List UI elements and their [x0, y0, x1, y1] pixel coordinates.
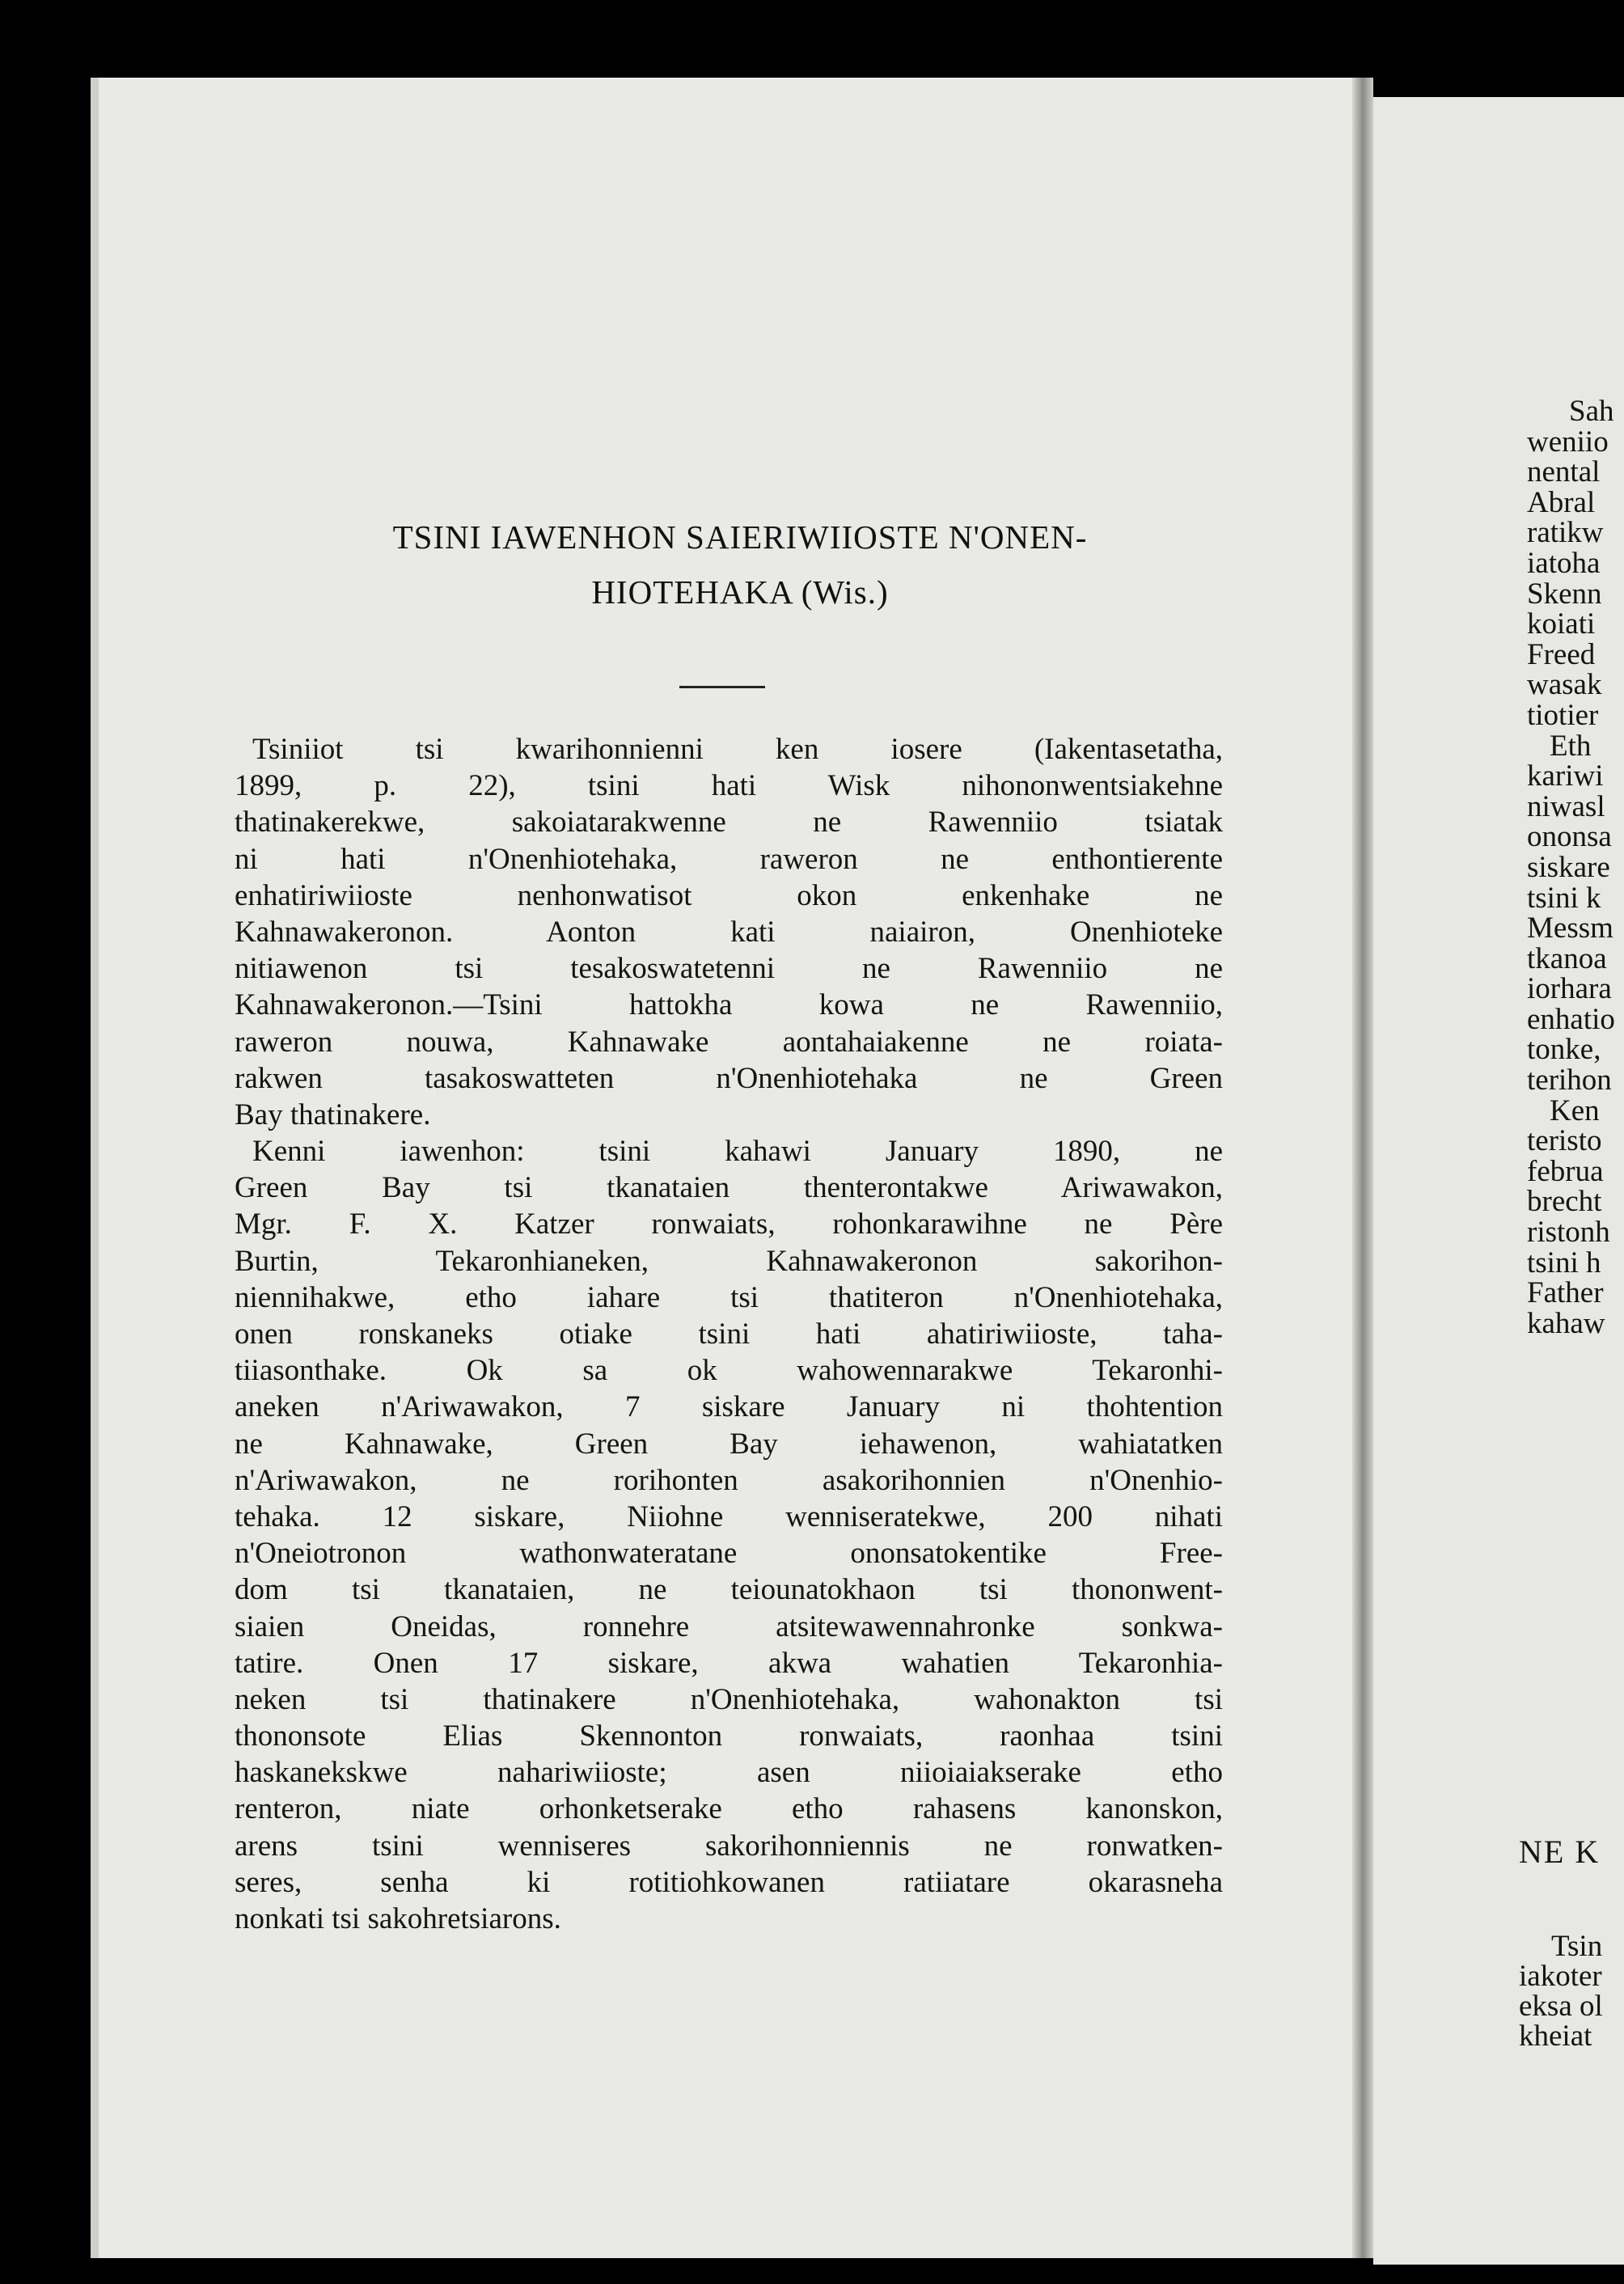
text-line: niennihakwe, etho iahare tsi thatiteron n'Onenhiotehaka,: [235, 1280, 1223, 1314]
right-text-line: terihon: [1527, 1064, 1612, 1098]
right-text-line: Father: [1527, 1276, 1604, 1310]
body-text: [235, 731, 1223, 1937]
right-text-line: Abral: [1527, 485, 1596, 519]
text-line: arens tsini wenniseres sakorihonniennis ne ronwatken-: [235, 1829, 1223, 1863]
text-line: enhatiriwiioste nenhonwatisot okon enkenhake ne: [235, 878, 1223, 912]
right-text-line: Eth: [1550, 729, 1592, 763]
text-line: ne Kahnawake, Green Bay iehawenon, wahiatatken: [235, 1427, 1223, 1461]
right-page-text-fragment: [1527, 396, 1624, 1339]
right-text-line: februa: [1527, 1154, 1604, 1188]
right-text-line: Freed: [1527, 637, 1596, 671]
chapter-heading-line-2: HIOTEHAKA (Wis.): [591, 573, 889, 611]
right-text-line: tkanoa: [1527, 941, 1607, 975]
text-line: Kenni iawenhon: tsini kahawi January 1890, ne: [252, 1135, 1223, 1169]
text-line: Tsiniiot tsi kwarihonnienni ken iosere (Iakentasetatha,: [252, 733, 1223, 766]
right-text-line: niwasl: [1527, 789, 1605, 823]
right-page-bottom-fragment: [1519, 1931, 1624, 2051]
right-text-line: Ken: [1550, 1093, 1600, 1127]
text-line: Mgr. F. X. Katzer ronwaiats, rohonkarawihne ne Père: [235, 1208, 1223, 1241]
text-line: 1899, p. 22), tsini hati Wisk nihononwentsiakehne: [235, 769, 1223, 803]
text-line: ni hati n'Onenhiotehaka, raweron ne enthontierente: [235, 842, 1223, 876]
right-page-heading-fragment: NE K: [1519, 1834, 1601, 1870]
right-text-line: kariwi: [1527, 759, 1604, 793]
text-line: n'Oneiotronon wathonwateratane ononsatokentike Free-: [235, 1537, 1223, 1571]
text-line: Green Bay tsi tkanataien thenterontakwe Ariwawakon,: [235, 1171, 1223, 1205]
text-line: aneken n'Ariwawakon, 7 siskare January ni thohtention: [235, 1390, 1223, 1424]
text-line: siaien Oneidas, ronnehre atsitewawennahronke sonkwa-: [235, 1609, 1223, 1643]
book-gutter: [1352, 78, 1373, 2258]
text-line: raweron nouwa, Kahnawake aontahaiakenne ne roiata-: [235, 1025, 1223, 1059]
text-line: Bay thatinakere.: [235, 1098, 431, 1131]
right-text-line: Skenn: [1527, 577, 1602, 611]
text-line: nitiawenon tsi tesakoswatetenni ne Rawenniio ne: [235, 952, 1223, 986]
text-line: onen ronskaneks otiake tsini hati ahatiriwiioste, taha-: [235, 1318, 1223, 1351]
text-line: seres, senha ki rotitiohkowanen ratiiatare okarasneha: [235, 1865, 1223, 1899]
right-text-line: koiati: [1527, 607, 1596, 641]
text-line: nonkati tsi sakohretsiarons.: [235, 1902, 561, 1935]
right-text-line: wasak: [1527, 668, 1602, 702]
text-line: thatinakerekwe, sakoiatarakwenne ne Rawenniio tsiatak: [235, 806, 1223, 840]
text-line: neken tsi thatinakere n'Onenhiotehaka, wahonakton tsi: [235, 1682, 1223, 1716]
right-text-line: brecht: [1527, 1185, 1602, 1219]
right-text-line: siskare: [1527, 850, 1610, 884]
right-text-line: tonke,: [1527, 1033, 1601, 1067]
right-text-line: kahaw: [1527, 1306, 1605, 1339]
right-text-line: tsini k: [1527, 881, 1601, 915]
right-text-line: ratikw: [1527, 516, 1604, 550]
text-line: Kahnawakeronon. Aonton kati naiairon, Onenhioteke: [235, 915, 1223, 949]
right-text-line: kheiat: [1519, 2020, 1592, 2051]
text-line: n'Ariwawakon, ne rorihonten asakorihonnien n'Onenhio-: [235, 1463, 1223, 1497]
right-text-line: Messm: [1527, 911, 1613, 945]
right-text-line: iatoha: [1527, 546, 1601, 580]
text-line: dom tsi tkanataien, ne teiounatokhaon tsi thononwent-: [235, 1573, 1223, 1607]
right-text-line: tsini h: [1527, 1246, 1601, 1279]
text-line: renteron, niate orhonketserake etho rahasens kanonskon,: [235, 1792, 1223, 1826]
text-line: thononsote Elias Skennonton ronwaiats, raonhaa tsini: [235, 1719, 1223, 1753]
heading-divider-rule: [679, 686, 765, 688]
text-line: Kahnawakeronon.—Tsini hattokha kowa ne Rawenniio,: [235, 988, 1223, 1022]
right-text-line: eksa ol: [1519, 1990, 1603, 2023]
right-text-line: Tsin: [1551, 1931, 1603, 1963]
right-text-line: enhatio: [1527, 1002, 1615, 1036]
right-text-line: teristo: [1527, 1124, 1602, 1158]
right-text-line: nental: [1527, 455, 1601, 489]
text-line: tatire. Onen 17 siskare, akwa wahatien Tekaronhia-: [235, 1646, 1223, 1680]
text-line: haskanekskwe nahariwiioste; asen niioiaiakserake etho: [235, 1756, 1223, 1790]
right-text-line: iorhara: [1527, 972, 1612, 1006]
right-text-line: ristonh: [1527, 1216, 1610, 1250]
text-line: Burtin, Tekaronhianeken, Kahnawakeronon sakorihon-: [235, 1244, 1223, 1278]
text-line: tehaka. 12 siskare, Niiohne wenniseratekwe, 200 nihati: [235, 1499, 1223, 1533]
right-text-line: weniio: [1527, 425, 1609, 459]
right-text-line: ononsa: [1527, 820, 1612, 854]
chapter-heading-line-1: TSINI IAWENHON SAIERIWIIOSTE N'ONEN-: [392, 518, 1088, 556]
right-text-line: tiotier: [1527, 698, 1599, 732]
text-line: rakwen tasakoswatteten n'Onenhiotehaka ne Green: [235, 1061, 1223, 1095]
text-line: tiiasonthake. Ok sa ok wahowennarakwe Tekaronhi-: [235, 1354, 1223, 1388]
right-text-line: iakoter: [1519, 1960, 1602, 1993]
right-text-line: Sah: [1569, 396, 1614, 428]
